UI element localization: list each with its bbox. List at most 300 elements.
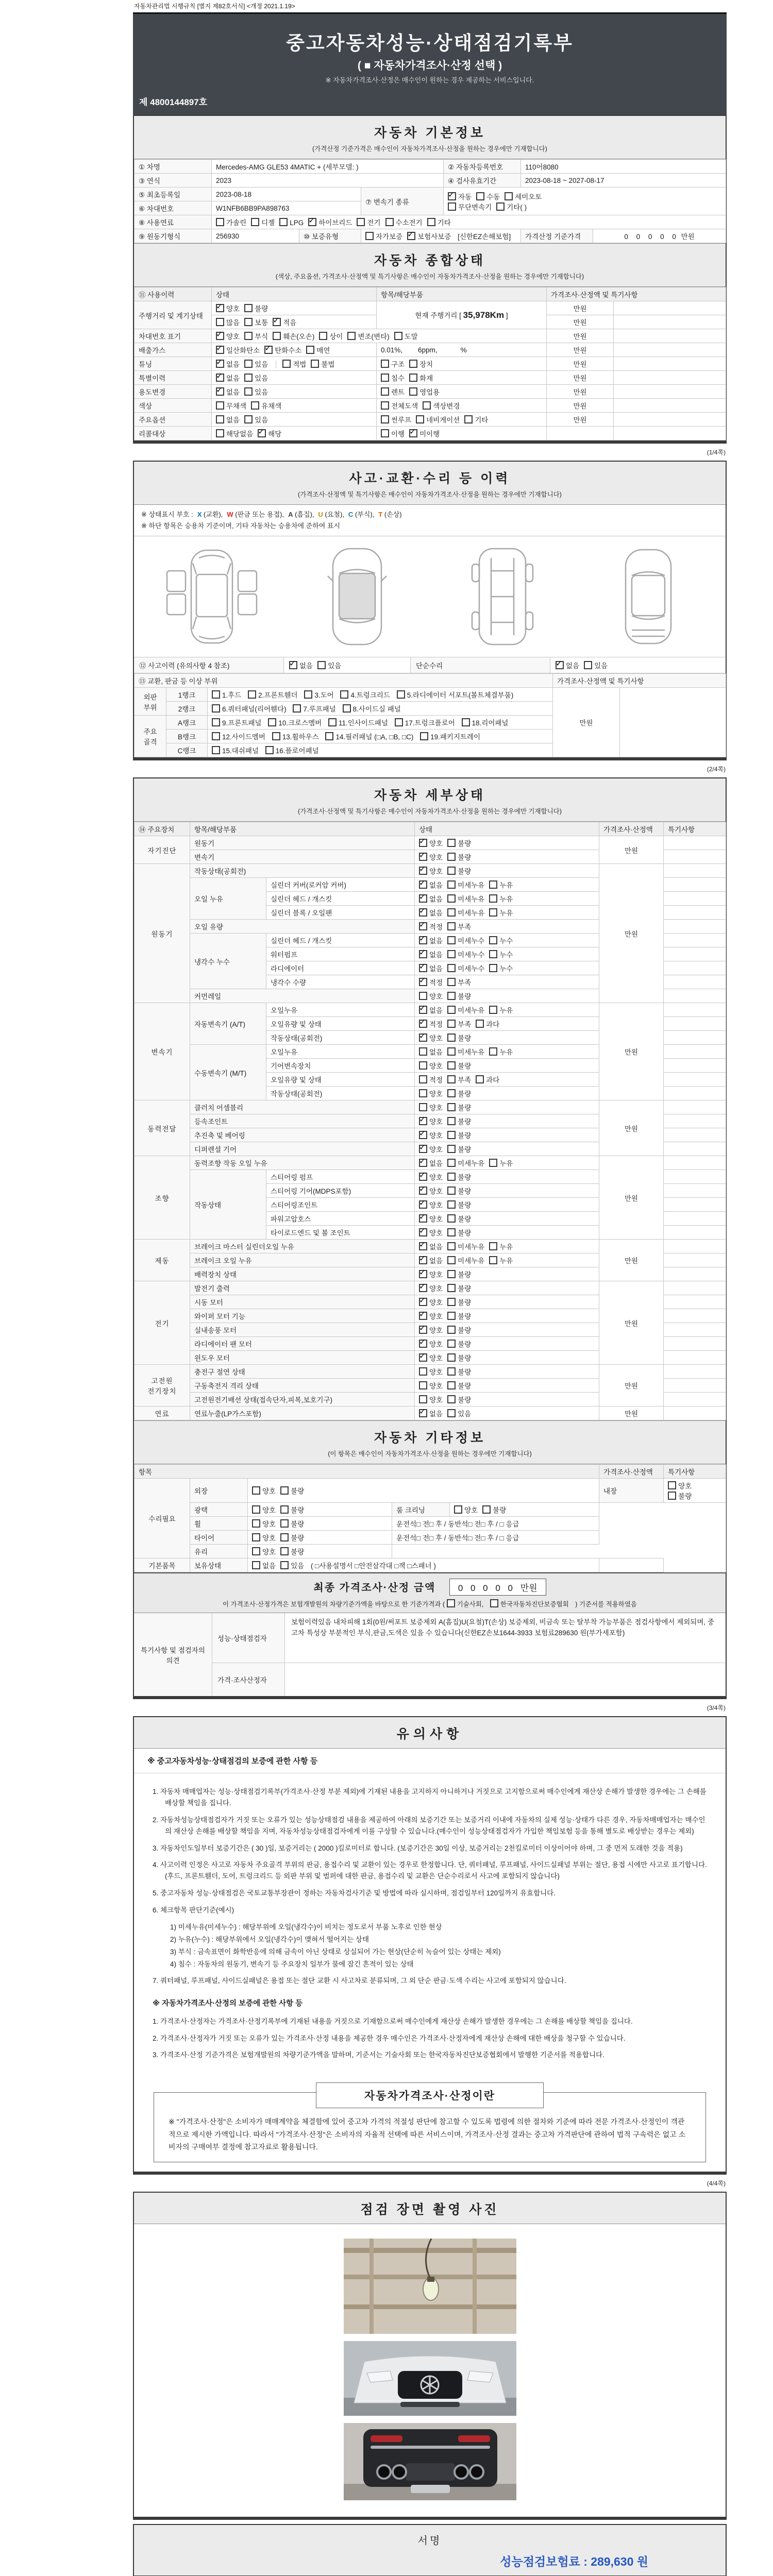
option: ✓ 양호 (419, 1283, 443, 1293)
checkbox[interactable] (252, 1519, 260, 1528)
checkbox[interactable] (489, 1159, 497, 1167)
table-row: 와이퍼 모터 기능 ✓ 양호 불량 (135, 1309, 726, 1323)
checkbox[interactable] (447, 1173, 456, 1181)
option: ✓자동 (448, 191, 472, 201)
checkbox[interactable] (268, 718, 276, 726)
checkbox[interactable] (454, 1505, 462, 1514)
checkbox[interactable] (419, 964, 427, 972)
checkbox[interactable] (347, 332, 356, 340)
checkbox[interactable] (419, 950, 427, 958)
checkbox[interactable] (419, 1395, 427, 1403)
checkbox[interactable] (381, 360, 389, 368)
table-row: 색상 무채색 유채색 전체도색 색상변경 만원 (135, 399, 726, 413)
checkbox[interactable] (212, 746, 220, 754)
checkbox[interactable] (447, 853, 456, 861)
option: ✓ 양호 (419, 1172, 443, 1182)
option: 이행 (381, 428, 405, 438)
notice-body (134, 1773, 726, 2077)
checkbox[interactable] (212, 718, 220, 726)
option: 있음 (584, 660, 608, 670)
option: ✓ 양호 (419, 852, 443, 862)
checkbox[interactable] (419, 1033, 427, 1042)
checkbox[interactable] (264, 346, 273, 354)
legend-code: T (378, 511, 383, 518)
option: ✓ 하이브리드 (308, 217, 352, 227)
checkbox[interactable] (216, 346, 224, 354)
checkbox[interactable] (419, 1131, 427, 1139)
page-4 (133, 1716, 727, 2175)
option: 미세누유 (447, 1046, 484, 1057)
document-title: 중고자동차성능·상태점검기록부 (286, 32, 574, 54)
option: 불량 (447, 1032, 471, 1043)
checkbox[interactable] (447, 1312, 456, 1320)
checkbox[interactable] (447, 1340, 456, 1348)
notice-subitem: 3) 부식 : 금속표면이 화학반응에 의해 금속이 아닌 상태로 상실되어 가는 현상(단순히 녹슬어 있는 상태는 제외) (170, 1947, 501, 1956)
checkbox[interactable] (397, 690, 405, 699)
option: 불량 (447, 1130, 471, 1140)
checkbox[interactable] (419, 1326, 427, 1334)
checkbox[interactable] (419, 867, 427, 875)
checkbox[interactable] (447, 1284, 456, 1292)
car-diagram-rear-top-icon (583, 543, 712, 651)
checkbox[interactable] (447, 1020, 456, 1028)
checkbox[interactable] (328, 718, 337, 726)
checkbox[interactable] (381, 429, 389, 437)
checkbox[interactable] (489, 1006, 497, 1014)
checkbox[interactable] (419, 908, 427, 917)
checkbox[interactable] (447, 1228, 456, 1236)
checkbox[interactable] (489, 964, 497, 972)
option: ✓ 양호 (419, 866, 443, 876)
checkbox[interactable] (279, 218, 288, 226)
checkbox[interactable] (365, 232, 374, 240)
table-row: 2랭크 6.쿼터패널(리어휀다) 7.루프패널 8.사이드실 패널 (135, 702, 726, 716)
option: 도말 (394, 331, 418, 341)
checkbox[interactable] (489, 1256, 497, 1264)
checkbox[interactable] (216, 218, 224, 226)
checkbox[interactable] (394, 332, 402, 340)
checkbox[interactable] (447, 894, 456, 903)
option: ✓ 양호 (419, 1116, 443, 1126)
checkbox[interactable] (419, 936, 427, 944)
legend-code: C (348, 511, 354, 518)
checkbox[interactable] (419, 880, 427, 889)
engine-type-value: 256930 (212, 229, 299, 243)
checkbox[interactable] (447, 1353, 456, 1362)
table-row: 냉각수 수량 ✓ 적정 부족 (135, 975, 726, 989)
checkbox[interactable] (447, 839, 456, 847)
option: ✓ 없음 (419, 907, 443, 918)
checkbox[interactable] (447, 1381, 456, 1389)
checkbox[interactable] (325, 732, 333, 740)
option: 19.패키지트레이 (420, 731, 480, 741)
option: 무채색 (216, 400, 246, 411)
checkbox[interactable] (419, 1200, 427, 1209)
checkbox[interactable] (216, 360, 224, 368)
checkbox[interactable] (317, 661, 326, 669)
checkbox[interactable] (496, 202, 505, 211)
option: 누유 (489, 1005, 513, 1015)
checkbox[interactable] (447, 1047, 456, 1056)
checkbox[interactable] (419, 1047, 427, 1056)
checkbox[interactable] (244, 304, 253, 312)
option: ✓ 양호 (216, 331, 240, 341)
checkbox[interactable] (448, 202, 456, 211)
checkbox[interactable] (273, 318, 281, 326)
option: 불량 (447, 1102, 471, 1112)
checkbox[interactable] (282, 360, 291, 368)
checkbox[interactable] (244, 374, 253, 382)
table-row: 등속조인트 ✓ 양호 불량 (135, 1114, 726, 1128)
checkbox[interactable] (251, 218, 259, 226)
checkbox[interactable] (447, 1159, 456, 1167)
checkbox[interactable] (244, 360, 253, 368)
table-row: 주행거리 및 계기상태 ✓양호 불량 현재 주행거리 [ 35,978Km ] 만원 (135, 301, 726, 315)
table-row: 브레이크 오일 누유 ✓ 없음 미세누유 누유 (135, 1253, 726, 1267)
checkbox[interactable] (447, 922, 456, 930)
page-2 (133, 461, 727, 760)
option: 미세누유 (447, 1255, 484, 1265)
notice-item: 1. 자동차 매매업자는 성능·상태점검기록부(가격조사·산정 부분 제외)에 기재된 내용을 고지하지 아니하거나 거짓으로 고지함으로써 매수인에게 재산상 손해가 발생한 경우에는 그 손해를 배상할 책임을 집니다. (153, 1788, 707, 1807)
option: 불량 (447, 1352, 471, 1363)
checkbox[interactable] (419, 1006, 427, 1014)
overall-status-table: ⑪ 사용이력 상태 항목/해당부품 가격조사·산정액 및 특기사항 주행거리 및 계기상태 ✓양호 불량 현재 주행거리 [ 35,978Km ] 만원 많음 보통 ✓ 적음 만원 차대번호 표기 ✓ 양호 부식 훼손(오손) 상이 변조(변타) 도말 만원 배출가스 ✓ 일산화탄소 ✓ 탄화수소 매연 0.01%, 6ppm, % 만원 튜닝 ✓ 없음 있음 적법 불법 구조 장치 만원 특별이력 ✓ 없음 있음 침수 화재 만원 용도변경 ✓ 없음 있음 렌트 영업용 만원 색상 무채색 유채색 전체도색 색상변경 만원 주요옵션 없음 있음 썬루프 네비게이션 기타 만원 리콜대상 해당없음 ✓ 해당 이행 ✓ 미이행 (134, 287, 726, 440)
checkbox[interactable] (252, 1547, 260, 1555)
option: 한국자동차진단보증협회 (490, 1599, 569, 1608)
checkbox[interactable] (447, 1145, 456, 1153)
checkbox[interactable] (216, 429, 224, 437)
checkbox[interactable] (280, 1533, 289, 1541)
checkbox[interactable] (489, 936, 497, 944)
checkbox[interactable] (252, 1486, 260, 1495)
checkbox[interactable] (419, 1256, 427, 1264)
checkbox[interactable] (252, 1505, 260, 1514)
checkbox[interactable] (476, 1020, 484, 1028)
checkbox[interactable] (280, 1505, 289, 1514)
checkbox[interactable] (556, 661, 564, 669)
checkbox[interactable] (244, 387, 253, 396)
checkbox[interactable] (419, 894, 427, 903)
option: 불량 (447, 1213, 471, 1224)
option: 불량 (447, 1199, 471, 1210)
checkbox[interactable] (448, 192, 456, 200)
checkbox[interactable] (505, 192, 513, 200)
checkbox[interactable] (420, 732, 428, 740)
checkbox[interactable] (419, 1242, 427, 1250)
option: 불량 (447, 1380, 471, 1391)
checkbox[interactable] (216, 318, 224, 326)
accident-history-label: ⑫ 사고이력 (유의사항 4 참조) (134, 657, 284, 673)
checkbox[interactable] (244, 332, 253, 340)
option: ✓ 적정 (419, 1019, 443, 1029)
checkbox[interactable] (447, 1298, 456, 1306)
option: 불량 (447, 1366, 471, 1377)
checkbox[interactable] (447, 1395, 456, 1403)
checkbox[interactable] (212, 732, 220, 740)
car-diagrams (134, 536, 726, 657)
option: ✓ 없음 (419, 879, 443, 890)
checkbox[interactable] (419, 1103, 427, 1111)
checkbox[interactable] (447, 1367, 456, 1376)
checkbox[interactable] (447, 950, 456, 958)
table-row: 튜닝 ✓ 없음 있음 적법 불법 구조 장치 만원 (135, 357, 726, 371)
option: 누유 (489, 1241, 513, 1251)
checkbox[interactable] (419, 1228, 427, 1236)
checkbox[interactable] (216, 415, 224, 423)
checkbox[interactable] (272, 732, 280, 740)
checkbox[interactable] (427, 218, 435, 226)
option: ✓ 해당 (258, 428, 281, 438)
checkbox[interactable] (419, 1381, 427, 1389)
photo-list (134, 2224, 726, 2517)
checkbox[interactable] (248, 690, 256, 699)
option: 양호 (252, 1485, 276, 1496)
checkbox[interactable] (447, 992, 456, 1000)
checkbox[interactable] (419, 922, 427, 930)
label-car-name: ① 차명 (135, 160, 212, 174)
checkbox[interactable] (306, 346, 314, 354)
document (133, 0, 727, 2576)
checkbox[interactable] (489, 1047, 497, 1056)
option: ✓ 양호 (419, 1213, 443, 1224)
checkbox[interactable] (462, 718, 470, 726)
checkbox[interactable] (464, 415, 473, 423)
checkbox[interactable] (381, 415, 389, 423)
checkbox[interactable] (419, 1284, 427, 1292)
checkbox[interactable] (419, 978, 427, 986)
option: 양호 (419, 1088, 443, 1098)
accident-history-options (284, 657, 411, 673)
checkbox[interactable] (419, 1298, 427, 1306)
checkbox[interactable] (447, 1117, 456, 1125)
checkbox[interactable] (419, 1340, 427, 1348)
checkbox[interactable] (447, 908, 456, 917)
notice-item: 5. 중고자동차 성능·상태점검은 국토교통부장관이 정하는 자동차검사기준 및 방법에 따라 실시하며, 점검일부터 120일까지 유효합니다. (153, 1889, 556, 1897)
table-row: 스티어링 기어(MDPS포함) ✓ 양호 불량 (135, 1184, 726, 1198)
checkbox[interactable] (216, 332, 224, 340)
inspector-opinion (134, 1613, 726, 1696)
checkbox[interactable] (280, 1519, 289, 1528)
checkbox[interactable] (381, 401, 389, 410)
legend-note: ※ 하단 항목은 승용차 기준이며, 기타 자동차는 승용차에 준하여 표시 (141, 522, 341, 530)
opinion-label: 특기사항 및 점검자의 의견 (134, 1613, 212, 1696)
option: 불량 (447, 1144, 471, 1154)
checkbox[interactable] (419, 853, 427, 861)
checkbox[interactable] (489, 950, 497, 958)
overall-header (134, 243, 726, 287)
option: 16.플로어패널 (265, 745, 319, 755)
checkbox[interactable] (419, 1367, 427, 1376)
option: ✓ 탄화수소 (264, 345, 301, 355)
checkbox[interactable] (212, 704, 220, 713)
accident-header (134, 462, 726, 505)
checkbox[interactable] (409, 429, 417, 437)
checkbox[interactable] (447, 1242, 456, 1250)
checkbox[interactable] (419, 1353, 427, 1362)
checkbox[interactable] (289, 661, 297, 669)
base-price-value: 0 0 0 0 0 만원 (593, 229, 726, 243)
checkbox[interactable] (216, 304, 224, 312)
table-row: 유리 양호 불량 (135, 1545, 726, 1558)
checkbox[interactable] (447, 1075, 456, 1083)
option: 15.대쉬패널 (212, 745, 259, 755)
checkbox[interactable] (357, 218, 365, 226)
checkbox[interactable] (311, 360, 319, 368)
checkbox[interactable] (476, 192, 484, 200)
checkbox[interactable] (419, 839, 427, 847)
checkbox[interactable] (252, 1533, 260, 1541)
checkbox[interactable] (419, 1159, 427, 1167)
checkbox[interactable] (447, 867, 456, 875)
checkbox[interactable] (409, 387, 417, 396)
checkbox[interactable] (447, 1103, 456, 1111)
checkbox[interactable] (447, 964, 456, 972)
table-row: 고전원 전기장치 충전구 절연 상태 양호 불량 만원 (135, 1365, 726, 1379)
checkbox[interactable] (251, 401, 259, 410)
option: 전체도색 (381, 400, 418, 411)
option: 양호 (252, 1504, 276, 1515)
checkbox[interactable] (419, 1089, 427, 1097)
checkbox[interactable] (419, 1061, 427, 1070)
checkbox[interactable] (265, 746, 274, 754)
checkbox[interactable] (447, 1187, 456, 1195)
option: 누유 (489, 1255, 513, 1265)
checkbox[interactable] (419, 1214, 427, 1223)
checkbox[interactable] (280, 1547, 289, 1555)
checkbox[interactable] (482, 1505, 491, 1514)
checkbox[interactable] (490, 1599, 498, 1607)
checkbox[interactable] (447, 936, 456, 944)
form-reference-note: 자동차관리법 시행규칙 [별지 제82호서식] <개정 2021.1.19> (134, 3, 295, 10)
checkbox[interactable] (489, 894, 497, 903)
checkbox[interactable] (244, 415, 253, 423)
option: 불량 (482, 1504, 506, 1515)
checkbox[interactable] (668, 1492, 676, 1500)
opinion-row2-label: 가격·조사산정자 (212, 1663, 285, 1696)
checkbox[interactable] (216, 387, 224, 396)
panel-damage-table: ⑬ 교환, 판금 등 이상 부위 가격조사·산정액 및 특기사항 외판 부위 1랭크 1.후드 2.프론트휀더 3.도어 4.트렁크리드 5.라디에이터 서포트(볼트체결부품) 만원 2랭크 6.쿼터패널(리어휀다) 7.루프패널 8.사이드실 패널 주요 골격 A랭크 9.프론트패널 10.크로스멤버 11.인사이드패널 17.트렁크플로어 18.리어패널 B랭크 12.사이드멤버 13.휠하우스 14.필러패널 (□A, □B, □C) 19.패키지트레이 C랭크 15.대쉬패널 16.플로어패널 (134, 673, 726, 757)
option: 누유 (489, 879, 513, 890)
checkbox[interactable] (407, 232, 415, 240)
checkbox[interactable] (343, 704, 351, 713)
checkbox[interactable] (447, 1200, 456, 1209)
checkbox[interactable] (293, 704, 301, 713)
checkbox[interactable] (280, 1561, 289, 1569)
option: 18.리어패널 (462, 717, 509, 727)
option: 불량 (447, 1394, 471, 1404)
checkbox[interactable] (409, 374, 417, 382)
checkbox[interactable] (244, 318, 253, 326)
option: ✓ 없음 (216, 386, 240, 397)
checkbox[interactable] (273, 332, 281, 340)
label-first-reg: ⑤ 최초등록일 (135, 188, 212, 201)
option: 있음 (317, 660, 341, 670)
checkbox[interactable] (416, 415, 424, 423)
option: 미세누유 (447, 907, 484, 918)
checkbox[interactable] (447, 1214, 456, 1223)
accident-title: 사고·교환·수리 등 이력 (349, 471, 511, 486)
checkbox[interactable] (447, 1131, 456, 1139)
checkbox[interactable] (584, 661, 592, 669)
checkbox[interactable] (447, 1409, 456, 1417)
checkbox[interactable] (319, 332, 327, 340)
option: 누유 (489, 1158, 513, 1168)
checkbox[interactable] (447, 880, 456, 889)
signature-section (133, 2524, 727, 2576)
checkbox[interactable] (252, 1561, 260, 1569)
checkbox[interactable] (419, 1409, 427, 1417)
notice-title: 유의사항 (396, 1727, 463, 1742)
option: 화재 (409, 372, 433, 383)
table-row: 배력장치 상태 ✓ 양호 불량 (135, 1267, 726, 1281)
car-name-value: Mercedes-AMG GLE53 4MATIC + (세부모델: ) (212, 160, 444, 174)
checkbox[interactable] (419, 1075, 427, 1083)
checkbox[interactable] (447, 1006, 456, 1014)
checkbox[interactable] (447, 1061, 456, 1070)
checkbox[interactable] (447, 1270, 456, 1278)
checkbox[interactable] (489, 1242, 497, 1250)
checkbox[interactable] (340, 690, 348, 699)
checkbox[interactable] (447, 1256, 456, 1264)
checkbox[interactable] (447, 978, 456, 986)
opinion-row1-text: 보험이력있음 내차피해 1회(0원/써포트 보증제외 A(흠집)U(요철)T(손상) 보증제외, 비금속 또는 탈부착 가능부품은 점검사항에서 제외되며, 중고차 특성상 부분적인 부식,판금,도색은 있을 수 있습니다(신한EZ손보1644-3933 보험료289630 원(부가세포함) (291, 1618, 714, 1637)
option: ✓ 없음 (419, 963, 443, 973)
checkbox[interactable] (419, 1187, 427, 1195)
notice-header (134, 1717, 726, 1749)
checkbox[interactable] (308, 218, 316, 226)
checkbox[interactable] (258, 429, 266, 437)
checkbox[interactable] (419, 1117, 427, 1125)
checkbox[interactable] (419, 992, 427, 1000)
checkbox[interactable] (280, 1486, 289, 1495)
checkbox[interactable] (419, 1020, 427, 1028)
option: 양호 (419, 991, 443, 1001)
checkbox[interactable] (419, 1312, 427, 1320)
checkbox[interactable] (423, 401, 431, 410)
checkbox[interactable] (212, 690, 220, 699)
option: 불법 (311, 359, 334, 369)
checkbox[interactable] (447, 1599, 455, 1607)
checkbox[interactable] (668, 1481, 676, 1489)
checkbox[interactable] (304, 690, 312, 699)
checkbox[interactable] (489, 880, 497, 889)
option: ✓ 없음 (419, 1241, 443, 1251)
checkbox[interactable] (419, 1270, 427, 1278)
checkbox[interactable] (381, 387, 389, 396)
checkbox[interactable] (395, 718, 403, 726)
checkbox[interactable] (216, 374, 224, 382)
option: 불량 (447, 1185, 471, 1196)
checkbox[interactable] (489, 908, 497, 917)
checkbox[interactable] (381, 374, 389, 382)
checkbox[interactable] (447, 1326, 456, 1334)
notice-section1-heading: ※ 중고자동차성능·상태점검의 보증에 관한 사항 등 (134, 1749, 726, 1773)
checkbox[interactable] (476, 1075, 484, 1083)
legend-code: U (318, 511, 323, 518)
checkbox[interactable] (409, 360, 417, 368)
checkbox[interactable] (385, 218, 394, 226)
page-marker-2: (2/4쪽) (707, 766, 726, 773)
table-row: 많음 보통 ✓ 적음 만원 (135, 315, 726, 329)
checkbox[interactable] (419, 1145, 427, 1153)
checkbox[interactable] (216, 401, 224, 410)
checkbox[interactable] (419, 1173, 427, 1181)
etc-header (134, 1420, 726, 1464)
checkbox[interactable] (447, 1033, 456, 1042)
option: 1.후드 (212, 689, 241, 700)
checkbox[interactable] (447, 1089, 456, 1097)
option: 불량 (447, 852, 471, 862)
